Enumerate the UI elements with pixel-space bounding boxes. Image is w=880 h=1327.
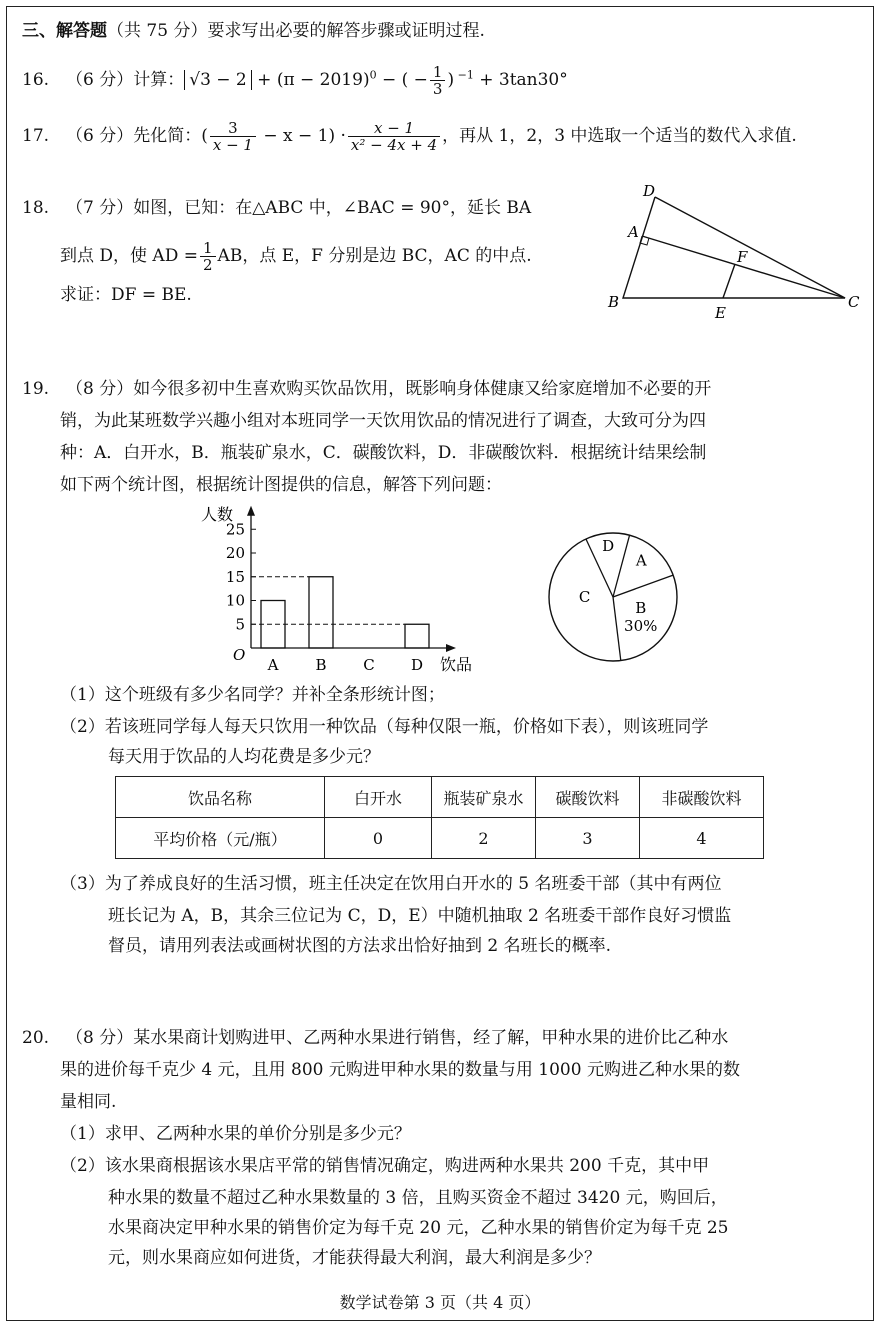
question-19-sub-3a — [60, 873, 721, 895]
pie-sector-edge — [613, 535, 630, 597]
bar-d — [405, 624, 429, 648]
question-number: 17. — [22, 126, 50, 146]
question-text: 果的进价每千克少 4 元，且用 800 元购进甲种水果的数量与用 1000 元购进乙种水果的数 — [60, 1060, 740, 1080]
pie-label-d: D — [602, 537, 615, 556]
question-text: （7 分）如图，已知：在△ABC 中，∠BAC = 90°，延长 BA — [66, 198, 532, 218]
pie-label-b: B — [635, 599, 647, 617]
frac-numerator: 1 — [430, 64, 446, 81]
question-19-line-4 — [60, 474, 502, 496]
question-text: 每天用于饮品的人均花费是多少元？ — [108, 747, 380, 767]
pie-chart — [540, 525, 690, 670]
pie-value-b: 30% — [624, 617, 658, 635]
table-header-cell: 饮品名称 — [116, 777, 325, 818]
question-text: （1）这个班级有多少名同学？并补全条形统计图； — [60, 685, 445, 705]
table-header-cell: 瓶装矿泉水 — [432, 777, 536, 818]
question-text: 水果商决定甲种水果的销售价定为每千克 20 元，乙种水果的销售价定为每千克 25 — [108, 1218, 729, 1238]
frac-denominator: x² − 4x + 4 — [350, 136, 438, 154]
frac-denominator: 2 — [203, 256, 213, 274]
question-text: （2）若该班同学每人每天只饮用一种饮品（每种仅限一瓶，价格如下表），则该班同学 — [60, 717, 709, 737]
y-tick-label: 15 — [225, 567, 245, 586]
bar-b — [309, 577, 333, 648]
pie-label-a: A — [635, 551, 647, 570]
question-text: 班长记为 A，B，其余三位记为 C，D，E）中随机抽取 2 名班委干部作良好习惯监 — [108, 906, 732, 926]
question-text: 种：A．白开水，B．瓶装矿泉水，C．碳酸饮料，D．非碳酸饮料．根据统计结果绘制 — [60, 443, 707, 463]
y-tick-label: 5 — [235, 615, 245, 634]
question-20-sub-2a — [60, 1155, 709, 1177]
question-text: AB，点 E，F 分别是边 BC，AC 的中点. — [217, 246, 532, 266]
table-header-cell: 碳酸饮料 — [536, 777, 640, 818]
table-cell: 2 — [432, 818, 536, 859]
question-20-sub-1 — [60, 1123, 411, 1145]
pie-label-c: C — [578, 588, 591, 607]
table-cell: 3 — [536, 818, 640, 859]
y-axis-arrow — [247, 506, 255, 516]
fraction-2 — [348, 120, 440, 153]
bar-a — [261, 601, 285, 649]
question-text: （1）求甲、乙两种水果的单价分别是多少元？ — [60, 1124, 411, 1144]
question-16 — [22, 64, 568, 97]
table-row — [116, 777, 764, 818]
question-text: 元，则水果商应如何进货，才能获得最大利润，最大利润是多少？ — [108, 1248, 601, 1268]
label-e: E — [715, 304, 726, 322]
abs-content: √3 − 2 — [189, 70, 247, 90]
frac-numerator: x − 1 — [348, 120, 440, 137]
question-20-line-1 — [22, 1027, 728, 1049]
question-20-sub-2c — [108, 1217, 728, 1239]
question-19-sub-3b — [108, 905, 731, 927]
question-text: （8 分）某水果商计划购进甲、乙两种水果进行销售，经了解，甲种水果的进价比乙种水 — [66, 1028, 729, 1048]
expr-part: + 3tan30° — [473, 70, 568, 90]
question-19-sub-1 — [60, 684, 445, 706]
label-c: C — [848, 293, 860, 311]
question-text: 求证：DF = BE. — [60, 285, 192, 305]
triangle-figure — [600, 180, 870, 325]
question-number: 20. — [22, 1028, 50, 1048]
question-20-line-3 — [60, 1091, 116, 1113]
x-tick-label: A — [267, 656, 279, 674]
x-tick-label: D — [410, 656, 424, 674]
fraction-1 — [210, 120, 256, 153]
question-text: 销，为此某班数学兴趣小组对本班同学一天饮用饮品的情况进行了调查，大致可分为四 — [60, 411, 706, 431]
question-text: 督员，请用列表法或画树状图的方法求出恰好抽到 2 名班长的概率. — [108, 936, 612, 956]
question-20-sub-2b — [108, 1187, 728, 1209]
question-19-line-3 — [60, 442, 706, 464]
question-text: （2）该水果商根据该水果店平常的销售情况确定，购进两种水果共 200 千克，其中甲 — [60, 1156, 710, 1176]
fraction-one-third — [430, 64, 446, 97]
x-axis-arrow — [446, 644, 456, 652]
pie-sector-edge — [613, 597, 621, 661]
table-cell: 4 — [640, 818, 764, 859]
question-19-line-1 — [22, 378, 711, 400]
segment-ef — [723, 264, 735, 298]
question-20-sub-2d — [108, 1247, 601, 1269]
label-d: D — [643, 182, 656, 200]
question-text: 如下两个统计图，根据统计图提供的信息，解答下列问题： — [60, 475, 502, 495]
absolute-value — [184, 70, 252, 90]
table-row — [116, 818, 764, 859]
section-instructions: （共 75 分）要求写出必要的解答步骤或证明过程. — [107, 21, 485, 41]
y-tick-label: 25 — [225, 520, 245, 539]
label-a: A — [628, 223, 639, 241]
expr-part: ) — [447, 70, 455, 90]
question-19-sub-3c — [108, 935, 611, 957]
question-text: （3）为了养成良好的生活习惯，班主任决定在饮用白开水的 5 名班委干部（其中有两位 — [60, 874, 722, 894]
question-19-sub-2b — [108, 746, 380, 768]
expr-part: − ( − — [376, 70, 428, 90]
price-table — [115, 776, 764, 859]
exponent-zero: 0 — [369, 68, 377, 82]
expr-part: − x − 1) · — [257, 126, 346, 146]
question-17 — [22, 120, 797, 153]
fraction-one-half — [200, 240, 216, 273]
question-number: 18. — [22, 198, 50, 218]
question-18-line-2 — [60, 240, 532, 273]
question-number: 16. — [22, 70, 50, 90]
question-text: 到点 D，使 AD = — [60, 246, 198, 266]
question-number: 19. — [22, 379, 50, 399]
question-20-line-2 — [60, 1059, 740, 1081]
table-cell: 平均价格（元/瓶） — [116, 818, 325, 859]
segment-df — [642, 236, 845, 298]
pie-sector-edge — [613, 575, 673, 597]
label-f: F — [737, 248, 748, 266]
question-points: （6 分）计算： — [66, 70, 185, 90]
x-tick-label: B — [315, 656, 327, 674]
frac-denominator: 3 — [432, 80, 443, 98]
section-title: 三、解答题 — [22, 21, 107, 41]
label-b: B — [608, 293, 620, 311]
table-cell: 0 — [325, 818, 432, 859]
page-footer: 数学试卷第 3 页（共 4 页） — [339, 1293, 541, 1312]
x-axis-label: 饮品 — [440, 655, 473, 674]
frac-numerator: 3 — [210, 120, 256, 137]
frac-denominator: x − 1 — [212, 136, 253, 154]
exponent-neg-one: −1 — [454, 68, 474, 82]
frac-numerator: 1 — [200, 240, 216, 257]
question-18-line-1 — [22, 197, 531, 219]
triangle-outline — [623, 197, 845, 298]
expr-part: + (π − 2019) — [251, 70, 370, 90]
question-text: 量相同. — [60, 1092, 117, 1112]
expr-part: ，再从 1，2，3 中选取一个适当的数代入求值. — [442, 126, 797, 146]
y-tick-label: 20 — [225, 544, 245, 562]
question-19-sub-2a — [60, 716, 708, 738]
question-points: （6 分）先化简：( — [66, 126, 208, 146]
table-header-cell: 白开水 — [325, 777, 432, 818]
y-tick-label: 10 — [225, 591, 245, 610]
origin-label: O — [233, 646, 246, 664]
bar-chart — [195, 500, 485, 680]
y-axis-label: 人数 — [201, 505, 234, 524]
question-19-line-2 — [60, 410, 706, 432]
section-header — [22, 20, 485, 42]
table-header-cell: 非碳酸饮料 — [640, 777, 764, 818]
question-text: 种水果的数量不超过乙种水果数量的 3 倍，且购买资金不超过 3420 元，购回后， — [108, 1188, 728, 1208]
question-18-line-3 — [60, 284, 192, 306]
question-text: （8 分）如今很多初中生喜欢购买饮品饮用，既影响身体健康又给家庭增加不必要的开 — [66, 379, 712, 399]
x-tick-label: C — [363, 656, 375, 674]
